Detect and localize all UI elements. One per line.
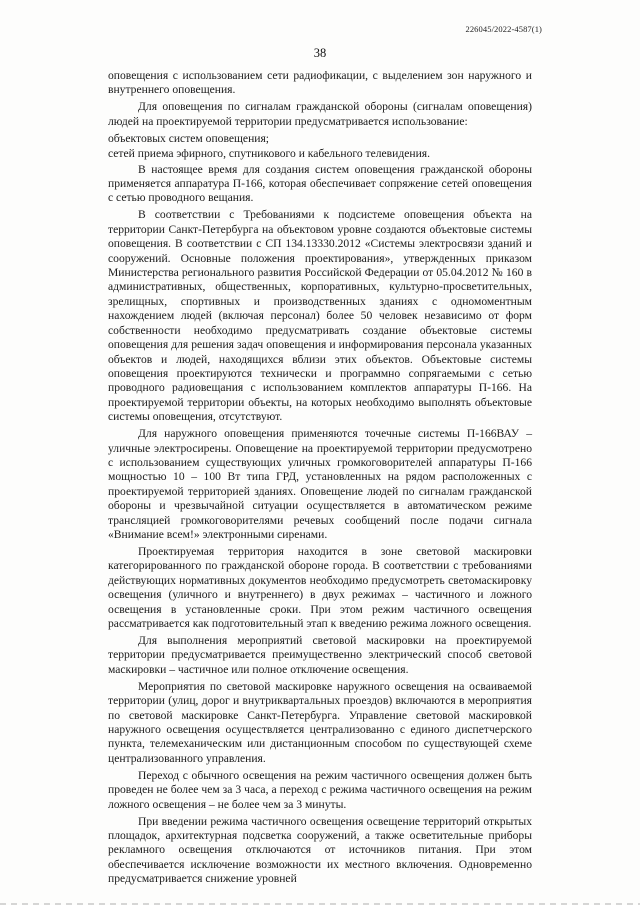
paragraph: Проектируемая территория находится в зоне световой маскировки категорированного по гражданской обороне города. В соответствии с требованиями действующих нормативных документов необходимо предусмотреть светомаскировку освещения (уличного и внутреннего) в двух режимах – частичного и ложного освещения в установленные сроки. При этом режим частичного освещения рассматривается как подготовительный этап к введению режима ложного освещения. xyxy=(108,544,532,630)
page-number: 38 xyxy=(313,46,327,60)
paragraph: При введении режима частичного освещения освещение территорий открытых площадок, архитектурная подсветка сооружений, а также осветительные приборы рекламного освещения отключаются от источников питания. При этом обеспечивается исключение возможности их местного включения. Одновременно предусматривается снижение уровней xyxy=(108,814,532,886)
paragraph: Для наружного оповещения применяются точечные системы П-166ВАУ – уличные электросирены. Оповещение на проектируемой территории предусмотрено с использованием существующих уличных громкоговорителей аппаратуры П-166 мощностью 10 – 100 Вт типа ГРД, установленных на рядом расположенных с проектируемой территорией зданиях. Оповещение людей по сигналам гражданской обороны и чрезвычайной ситуации осуществляется в автоматическом режиме трансляцией громкоговорителями речевых сообщений после подачи сигнала «Внимание всем!» электронными сиренами. xyxy=(108,427,532,541)
paragraph: Для выполнения мероприятий световой маскировки на проектируемой территории предусматривается преимущественно электрический способ световой маскировки – частичное или полное отключение освещения. xyxy=(108,634,532,676)
paragraph: В соответствии с Требованиями к подсистеме оповещения объекта на территории Санкт-Петербурга на объектовом уровне создаются объектовые системы оповещения. В соответствии с СП 134.13330.2012 «Системы электросвязи зданий и сооружений. Основные положения проектирования», утвержденных приказом Министерства регионального развития Российской Федерации от 05.04.2012 № 160 в административных, общественных, корпоративных, культурно-просветительных, зрелищных, спортивных и производственных зданиях с одномоментным нахождением людей (включая персонал) более 50 человек независимо от форм собственности необходимо предусматривать создание объектовые системы оповещения для решения задач оповещения и информирования персонала указанных объектов и людей, находящихся вблизи этих объектов. Объектовые системы оповещения проектируются технически и программно сопрягаемыми с сетью проводного радиовещания с использованием комплектов аппаратуры П-166. На проектируемой территории объекты, на которых необходимо выполнять объектовые системы оповещения, отсутствуют. xyxy=(108,208,532,424)
document-body xyxy=(108,69,532,889)
paragraph: Мероприятия по световой маскировке наружного освещения на осваиваемой территории (улиц, дорог и внутриквартальных проездов) включаются в мероприятия по световой маскировке Санкт-Петербурга. Управление световой маскировкой наружного освещения осуществляется централизованно с единого диспетчерского пункта, телемеханическим или дистанционным способом по существующей схеме централизованного управления. xyxy=(108,679,532,765)
paragraph: оповещения с использованием сети радиофикации, с выделением зон наружного и внутреннего оповещения. xyxy=(108,69,532,97)
paragraph: Для оповещения по сигналам гражданской обороны (сигналам оповещения) людей на проектируемой территории предусматривается использование: xyxy=(108,100,532,128)
list-item: сетей приема эфирного, спутникового и кабельного телевидения. xyxy=(108,147,431,161)
paragraph: В настоящее время для создания систем оповещения гражданской обороны применяется аппаратура П-166, которая обеспечивает сопряжение сетей оповещения с сетью проводного вещания. xyxy=(108,162,532,205)
list-item: объектовых систем оповещения; xyxy=(108,131,270,145)
paragraph: Переход с обычного освещения на режим частичного освещения должен быть проведен не более чем за 3 часа, а переход с режима частичного освещения на режим ложного освещения – не более чем за 3 минуты. xyxy=(108,768,532,811)
document-number: 226045/2022-4587(1) xyxy=(465,24,542,34)
